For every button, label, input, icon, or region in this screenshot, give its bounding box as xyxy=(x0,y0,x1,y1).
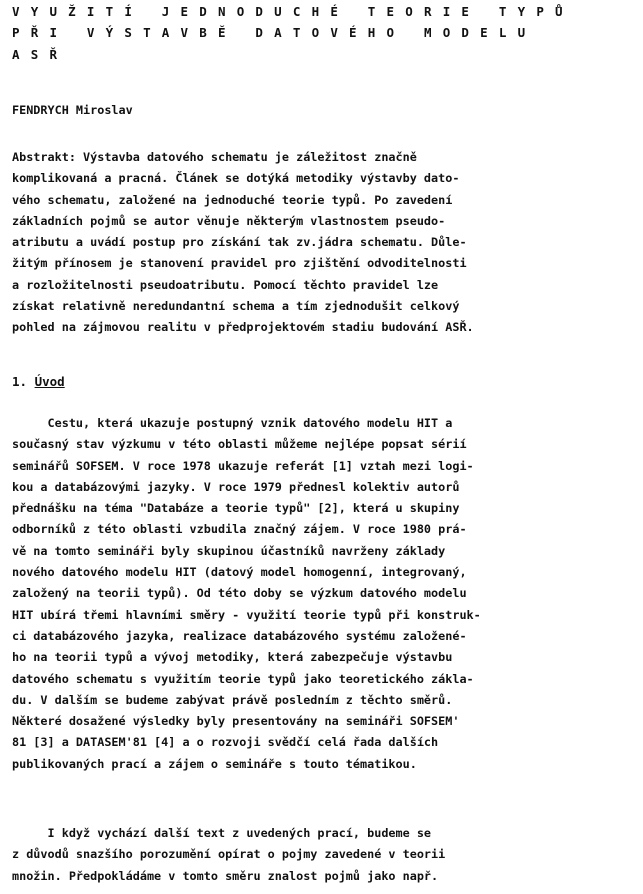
article-title xyxy=(12,2,574,66)
intro-line: založený na teorii typů). Od této doby se výzkum datového modelu xyxy=(12,586,467,601)
author-name: FENDRYCH Miroslav xyxy=(12,103,133,117)
intro-line: ci databázového jazyka, realizace databázového systému založené- xyxy=(12,628,467,643)
intro-line: seminářů SOFSEM. V roce 1978 ukazuje referát [1] vztah mezi logi- xyxy=(12,458,474,473)
abstract-line: vého schematu, založené na jednoduché teorie typů. Po zavedení xyxy=(12,192,453,207)
intro-paragraph xyxy=(12,413,481,775)
abstract-line: komplikovaná a pracná. Článek se dotýká metodiky výstavby dato- xyxy=(12,171,460,186)
intro-line: du. V dalším se budeme zabývat právě posledním z těchto směrů. xyxy=(12,692,453,707)
intro-line: ho na teorii typů a vývoj metodiky, která zabezpečuje výstavbu xyxy=(12,650,453,665)
intro-line: Některé dosažené výsledky byly presentovány na semináři SOFSEM' xyxy=(12,714,460,729)
second-paragraph xyxy=(12,823,445,887)
para2-line: z důvodů snazšího porozumění opírat o pojmy zavedené v teorii xyxy=(12,847,446,862)
abstract-line: Abstrakt: Výstavba datového schematu je záležitost značně xyxy=(12,150,417,164)
intro-line: publikovaných prací a zájem o semináře s touto tématikou. xyxy=(12,756,417,771)
intro-line: současný stav výzkumu v této oblasti můžeme nejlépe popsat sérií xyxy=(12,437,467,452)
intro-line: vě na tomto semináři byly skupinou účastníků navrženy základy xyxy=(12,543,446,558)
intro-line: nového datového modelu HIT (datový model homogenní, integrovaný, xyxy=(12,565,467,580)
section-heading xyxy=(12,372,65,392)
abstract-line: atributu a uvádí postup pro získání tak zv.jádra schematu. Důle- xyxy=(12,235,467,250)
abstract xyxy=(12,147,474,339)
section-title: Úvod xyxy=(34,374,65,389)
abstract-line: pohled na zájmovou realitu v předprojektovém stadiu budování ASŘ. xyxy=(12,320,474,335)
intro-line: kou a databázovými jazyky. V roce 1979 přednesl kolektiv autorů xyxy=(12,479,460,494)
intro-line: přednášku na téma "Databáze a teorie typů" [2], která u skupiny xyxy=(12,501,460,516)
para2-line: množin. Předpokládáme v tomto směru znalost pojmů jako např. xyxy=(12,868,439,883)
title-line-1: VYUŽITÍ JEDNODUCHÉ TEORIE TYPŮ xyxy=(12,4,574,19)
intro-line: HIT ubírá třemi hlavními směry - využití teorie typů při konstruk- xyxy=(12,607,481,622)
intro-line: odborníků z této oblasti vzbudila značný zájem. V roce 1980 prá- xyxy=(12,522,467,537)
para2-line: I když vychází další text z uvedených prací, budeme se xyxy=(12,826,432,840)
abstract-line: základních pojmů se autor věnuje některým vlastnostem pseudo- xyxy=(12,213,446,228)
abstract-line: získat relativně neredundantní schema a tím zjednodušit celkový xyxy=(12,299,460,314)
abstract-line: žitým přínosem je stanovení pravidel pro zjištění odvoditelnosti xyxy=(12,256,467,271)
abstract-line: a rozložitelnosti pseudoatributu. Pomocí těchto pravidel lze xyxy=(12,277,439,292)
title-line-2: PŘI VÝSTAVBĚ DATOVÉHO MODELU xyxy=(12,25,537,41)
section-number: 1. xyxy=(12,374,28,389)
intro-line: 81 [3] a DATASEM'81 [4] a o rozvoji svědčí celá řada dalších xyxy=(12,735,439,750)
intro-line: Cestu, která ukazuje postupný vznik datového modelu HIT a xyxy=(12,416,453,430)
intro-line: datového schematu s využitím teorie typů jako teoretického zákla- xyxy=(12,671,474,686)
title-line-3: ASŘ xyxy=(12,46,69,62)
